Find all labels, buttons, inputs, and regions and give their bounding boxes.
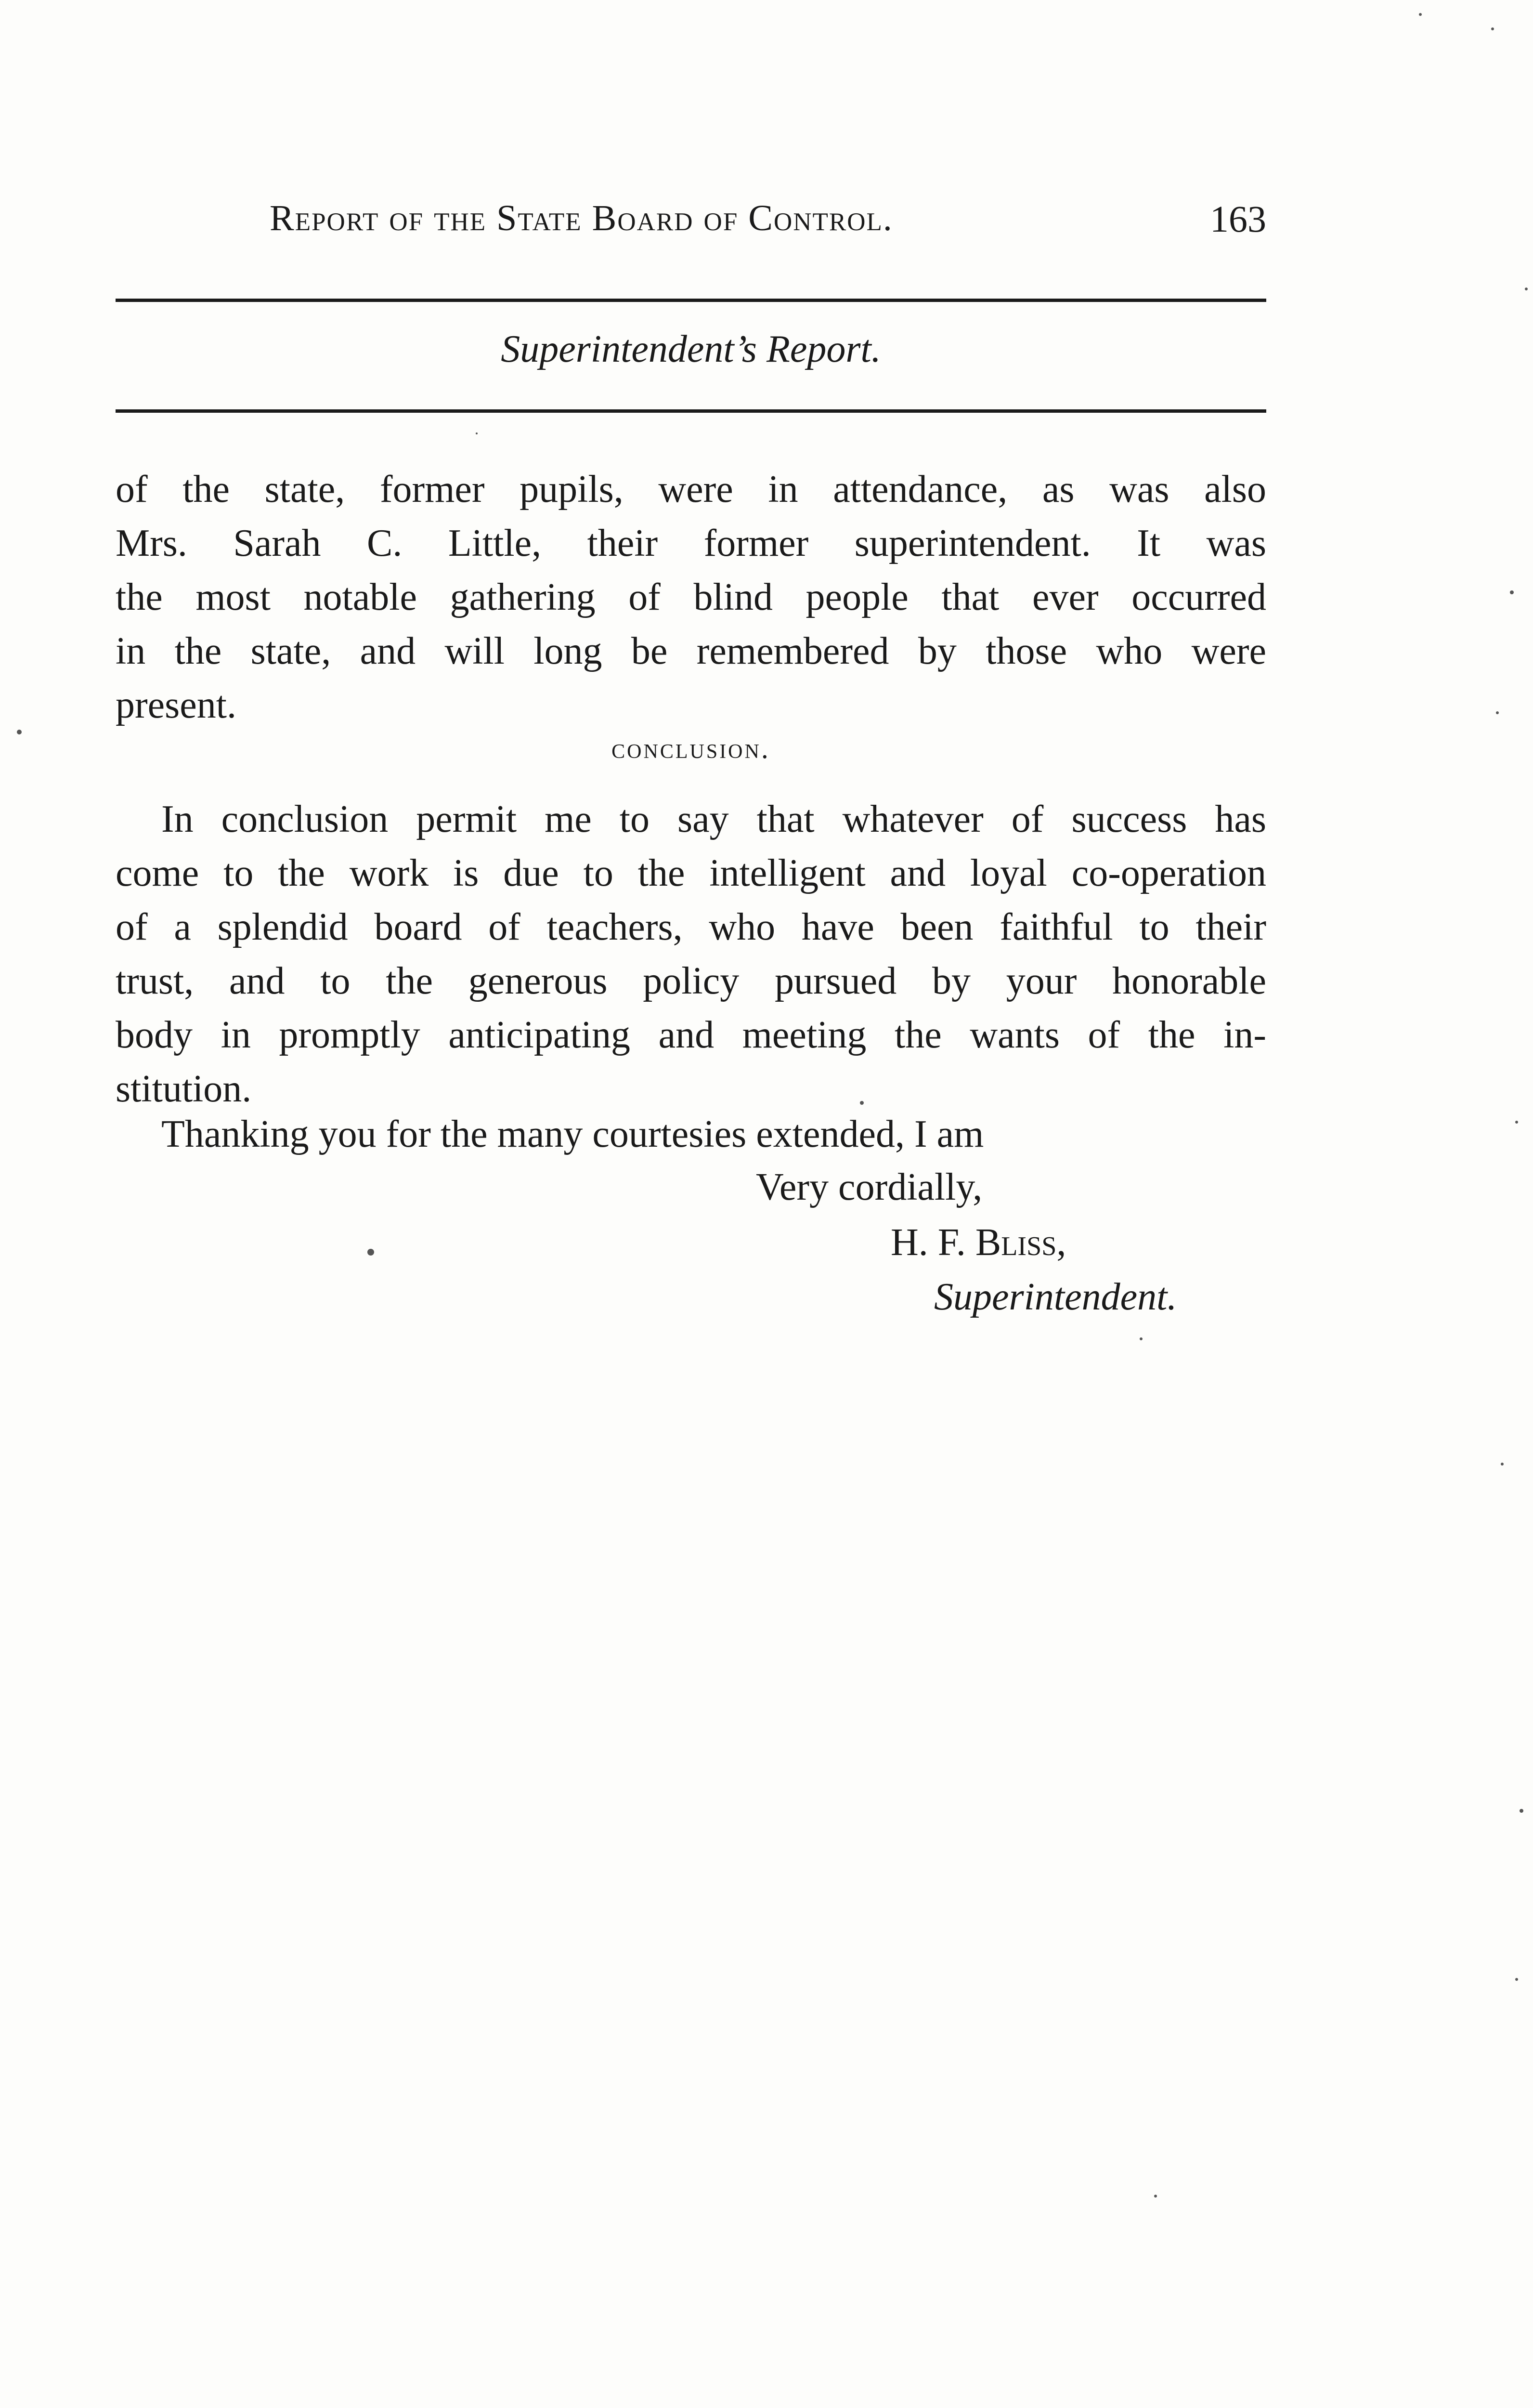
text-line: body in promptly anticipating and meeting the wants of the in-: [116, 1014, 1266, 1056]
text-line: in the state, and will long be remembered by those who were: [116, 630, 1266, 672]
text-line: In conclusion permit me to say that whatever of success has: [161, 798, 1266, 840]
closing-thanks: Thanking you for the many courtesies extended, I am: [161, 1113, 984, 1155]
text-line: the most notable gathering of blind people that ever occurred: [116, 576, 1266, 618]
running-title: Report of the State Board of Control.: [270, 198, 893, 238]
text-line: come to the work is due to the intelligent and loyal co-operation: [116, 852, 1266, 894]
header-rule-bottom: [116, 409, 1266, 413]
header-rule-top: [116, 299, 1266, 302]
conclusion-heading: conclusion.: [611, 733, 770, 764]
text-line: present.: [116, 684, 237, 726]
running-header: [116, 197, 1266, 250]
text-line: trust, and to the generous policy pursued by your honorable: [116, 960, 1266, 1002]
paragraph-conclusion: [116, 792, 1266, 1116]
text-line: stitution.: [116, 1068, 252, 1110]
text-line: of the state, former pupils, were in attendance, as was also: [116, 468, 1266, 510]
signature-initials: H. F.: [891, 1221, 975, 1264]
signature: [891, 1221, 1066, 1265]
signature-title: Superintendent.: [934, 1276, 1177, 1318]
section-title: Superintendent’s Report.: [501, 328, 881, 370]
closing-salutation: Very cordially,: [756, 1166, 983, 1208]
text-line: Mrs. Sarah C. Little, their former superintendent. It was: [116, 522, 1266, 564]
page-number: 163: [1210, 198, 1266, 240]
text-line: of a splendid board of teachers, who have been faithful to their: [116, 906, 1266, 948]
signature-name: Bliss,: [975, 1221, 1066, 1264]
paragraph-attendance: [116, 462, 1266, 732]
